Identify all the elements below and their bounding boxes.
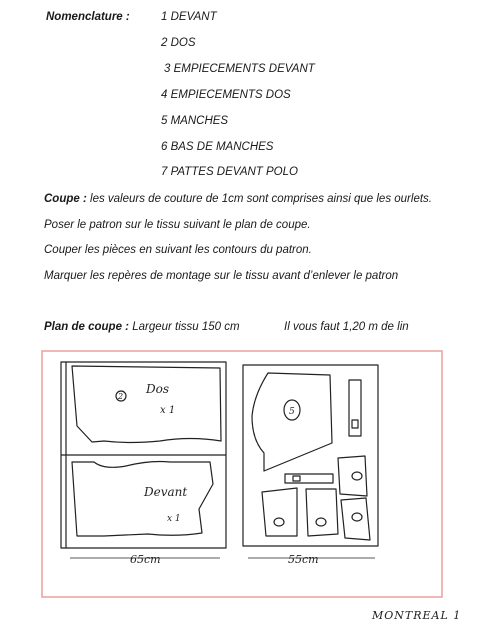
devant-label: Devant — [144, 485, 188, 499]
manche-number: 5 — [289, 407, 295, 417]
dos-label: Dos — [146, 382, 170, 396]
dos-piece — [72, 366, 221, 443]
devant-quantity: x 1 — [167, 514, 181, 524]
empiecement-piece — [262, 488, 297, 536]
coupe-text: les valeurs de couture de 1cm sont comprises ainsi que les ourlets. — [86, 193, 432, 205]
plan-label: Plan de coupe : — [44, 321, 129, 333]
instruction-line: Poser le patron sur le tissu suivant le plan de coupe. — [44, 219, 311, 231]
nomenclature-item: 2 DOS — [161, 37, 196, 49]
plan-width: Largeur tissu 150 cm — [129, 321, 240, 333]
dos-quantity: x 1 — [160, 405, 176, 416]
instruction-line: Couper les pièces en suivant les contours du patron. — [44, 244, 312, 256]
nomenclature-item: 4 EMPIECEMENTS DOS — [161, 89, 291, 101]
fabric-quantity: Il vous faut 1,20 m de lin — [284, 321, 409, 333]
dos-number: 2 — [118, 392, 124, 401]
patte-mark — [293, 476, 300, 481]
signature: MONTREAL 1 — [372, 609, 462, 622]
nomenclature-label: Nomenclature : — [46, 11, 130, 23]
nomenclature-item: 1 DEVANT — [161, 11, 217, 23]
nomenclature-item: 6 BAS DE MANCHES — [161, 141, 274, 153]
patte-piece — [285, 474, 333, 483]
piece-number-circle — [316, 518, 326, 526]
devant-piece — [72, 462, 213, 537]
right-width-label: 55cm — [288, 553, 319, 566]
instruction-line: Marquer les repères de montage sur le tissu avant d’enlever le patron — [44, 270, 399, 282]
piece-number-circle — [352, 513, 362, 521]
diagram-frame — [42, 351, 442, 597]
fabric-panel-right — [243, 365, 378, 546]
piece-number-circle — [352, 472, 362, 480]
nomenclature-item: 3 EMPIECEMENTS DEVANT — [164, 63, 315, 75]
coupe-label: Coupe : — [44, 193, 87, 205]
empiecement-piece — [306, 489, 338, 536]
patte-mark — [352, 420, 358, 428]
nomenclature-item: 5 MANCHES — [161, 115, 229, 127]
nomenclature-item: 7 PATTES DEVANT POLO — [161, 166, 298, 178]
piece-number-circle — [274, 518, 284, 526]
bas-manche-piece — [341, 498, 370, 540]
manche-piece — [252, 373, 332, 471]
left-width-label: 65cm — [130, 553, 161, 566]
